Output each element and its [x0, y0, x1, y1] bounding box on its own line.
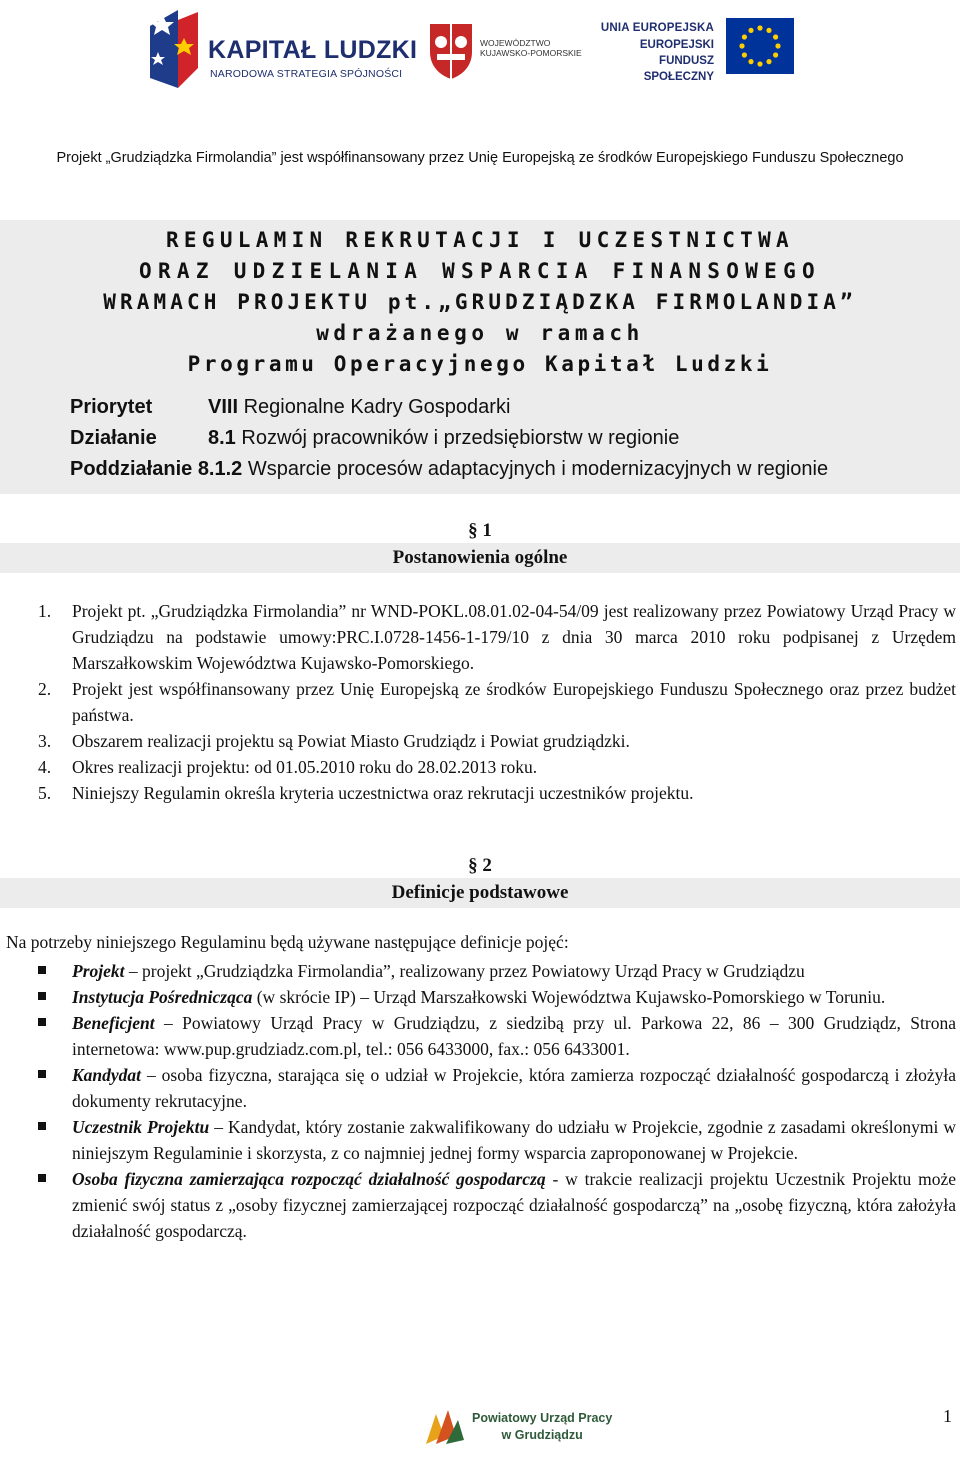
dzialanie-row	[70, 427, 679, 450]
section-2-title-bar	[0, 878, 960, 908]
definition-text: – projekt „Grudziądzka Firmolandia”, realizowany przez Powiatowy Urząd Pracy w Grudziądzu	[124, 961, 805, 981]
section-1-title: Postanowienia ogólne	[392, 547, 568, 568]
section-2-number: § 2	[468, 855, 492, 876]
poddzialanie-code: 8.1.2	[197, 458, 243, 480]
eu-logo-line3: FUNDUSZ SPOŁECZNY	[643, 55, 714, 83]
kapital-ludzki-title: KAPITAŁ LUDZKI	[208, 36, 418, 64]
poddzialanie-value: Wsparcie procesów adaptacyjnych i modernizacyjnych w regionie	[247, 458, 829, 480]
list-item-text: Projekt pt. „Grudziądzka Firmolandia” nr WND-POKL.08.01.02-04-54/09 jest realizowany przez Powiatowy Urząd Pracy w Grudziądzu na podstawie umowy:PRC.I.0728-1456-1-179/10 z dnia 30 marca 2010 roku podpisanej z Urzędem Marszałkowskim Województwa Kujawsko-Pomorskiego.	[72, 601, 956, 673]
definition-item	[38, 1010, 956, 1062]
header-logos	[0, 0, 960, 120]
region-logo	[428, 22, 582, 82]
kapital-ludzki-subtitle: NARODOWA STRATEGIA SPÓJNOŚCI	[210, 68, 403, 80]
list-item-number: 1.	[38, 601, 52, 621]
eu-flag-icon	[726, 18, 794, 74]
pup-emblem-icon	[422, 1406, 466, 1450]
list-item-text: Niniejszy Regulamin określa kryteria uczestnictwa oraz rekrutacji uczestników projektu.	[72, 783, 694, 803]
eu-logo-line2: EUROPEJSKI	[639, 39, 714, 51]
square-bullet-icon	[38, 1018, 46, 1026]
poddzialanie-row	[70, 458, 828, 481]
definition-item	[38, 1062, 956, 1114]
square-bullet-icon	[38, 992, 46, 1000]
section-2-title: Definicje podstawowe	[391, 882, 569, 903]
section-1-number: § 1	[468, 520, 492, 541]
kapital-ludzki-emblem-icon	[148, 8, 200, 93]
list-item	[38, 598, 956, 676]
definition-text: – Kandydat, który zostanie zakwalifikowany do udziału w Projekcie, zgodnie z zasadami określonymi w niniejszym Regulaminie i skorzysta, z co najmniej jednej formy wsparcia zaproponowanej w Projekcie.	[72, 1117, 956, 1163]
definition-item	[38, 1166, 956, 1244]
square-bullet-icon	[38, 1070, 46, 1078]
priorytet-label: Priorytet	[70, 396, 153, 418]
title-box	[0, 220, 960, 494]
dzialanie-label: Działanie	[70, 427, 157, 449]
pup-logo-line1: Powiatowy Urząd Pracy	[472, 1411, 613, 1425]
definition-term: Uczestnik Projektu	[72, 1117, 210, 1137]
list-item	[38, 780, 956, 806]
pup-logo-text	[472, 1410, 612, 1444]
definitions-list	[38, 958, 956, 1244]
list-item-text: Projekt jest współfinansowany przez Unię Europejską ze środków Europejskiego Funduszu Społecznego oraz przez budżet państwa.	[72, 679, 956, 725]
eu-logo-line1: UNIA EUROPEJSKA	[600, 22, 714, 34]
definition-text: – osoba fizyczna, starająca się o udział w Projekcie, która zamierza rozpocząć działalność gospodarczą i złożyła dokumenty rekrutacyjne.	[72, 1065, 956, 1111]
list-item-number: 3.	[38, 731, 52, 751]
list-item	[38, 754, 956, 780]
list-item-text: Obszarem realizacji projektu są Powiat Miasto Grudziądz i Powiat grudziądzki.	[72, 731, 630, 751]
priorytet-row	[70, 396, 510, 419]
page-number: 1	[943, 1406, 952, 1426]
title-line-3: WRAMACH PROJEKTU pt.„GRUDZIĄDZKA FIRMOLANDIA”	[103, 290, 857, 314]
definition-term: Kandydat	[72, 1065, 142, 1085]
definition-text: (w skrócie IP) – Urząd Marszałkowski Województwa Kujawsko-Pomorskiego w Toruniu.	[252, 987, 886, 1007]
square-bullet-icon	[38, 1174, 46, 1182]
list-item-text: Okres realizacji projektu: od 01.05.2010 roku do 28.02.2013 roku.	[72, 757, 538, 777]
priorytet-code: VIII	[208, 396, 239, 418]
title-line-2: ORAZ UDZIELANIA WSPARCIA FINANSOWEGO	[139, 259, 821, 283]
title-line-5: Programu Operacyjnego Kapitał Ludzki	[187, 352, 773, 376]
definition-item	[38, 984, 956, 1010]
list-item-number: 4.	[38, 757, 52, 777]
title-line-1: REGULAMIN REKRUTACJI I UCZESTNICTWA	[165, 228, 794, 252]
eu-logo-text	[596, 20, 714, 85]
list-item	[38, 728, 956, 754]
definition-term: Osoba fizyczna zamierzająca rozpocząć działalność gospodarczą	[72, 1169, 546, 1189]
region-logo-line2: KUJAWSKO-POMORSKIE	[480, 48, 582, 58]
list-item-number: 2.	[38, 679, 52, 699]
poddzialanie-label: Poddziałanie	[70, 458, 193, 480]
project-cofinancing-line: Projekt „Grudziądzka Firmolandia” jest współfinansowany przez Unię Europejską ze środków Europejskiego Funduszu Społecznego	[56, 150, 904, 166]
pup-logo-line2: w Grudziądzu	[501, 1428, 583, 1442]
definition-text: - w trakcie realizacji projektu Uczestnik Projektu może zmienić swój status z „osoby fizycznej zamierzającej rozpocząć działalność gospodarczą” na „osobę fizyczną, która założyła działalność gospodarczą.	[72, 1169, 956, 1241]
pup-grudziadz-logo	[422, 1406, 622, 1450]
definitions-intro: Na potrzeby niniejszego Regulaminu będą używane następujące definicje pojęć:	[6, 932, 569, 952]
section-1-title-bar	[0, 543, 960, 573]
definition-item	[38, 1114, 956, 1166]
definition-term: Projekt	[72, 961, 125, 981]
dzialanie-value: Rozwój pracowników i przedsiębiorstw w regionie	[241, 427, 680, 449]
region-crest-icon	[428, 22, 474, 80]
definition-text: – Powiatowy Urząd Pracy w Grudziądzu, z siedzibą przy ul. Parkowa 22, 86 – 300 Grudziądz, Strona internetowa: www.pup.grudziadz.com.pl, tel.: 056 6433000, fax.: 056 6433001.	[72, 1013, 956, 1059]
eu-logo	[596, 18, 801, 83]
dzialanie-code: 8.1	[208, 427, 236, 449]
section-1-list	[38, 598, 956, 806]
definition-item	[38, 958, 956, 984]
definition-term: Beneficjent	[72, 1013, 155, 1033]
region-logo-text	[480, 38, 590, 58]
kapital-ludzki-logo	[148, 8, 418, 93]
list-item-number: 5.	[38, 783, 52, 803]
definition-term: Instytucja Pośrednicząca	[72, 987, 253, 1007]
region-logo-line1: WOJEWÓDZTWO	[480, 38, 551, 48]
square-bullet-icon	[38, 966, 46, 974]
priorytet-value: Regionalne Kadry Gospodarki	[243, 396, 511, 418]
list-item	[38, 676, 956, 728]
square-bullet-icon	[38, 1122, 46, 1130]
title-line-4: wdrażanego w ramach	[316, 321, 644, 345]
